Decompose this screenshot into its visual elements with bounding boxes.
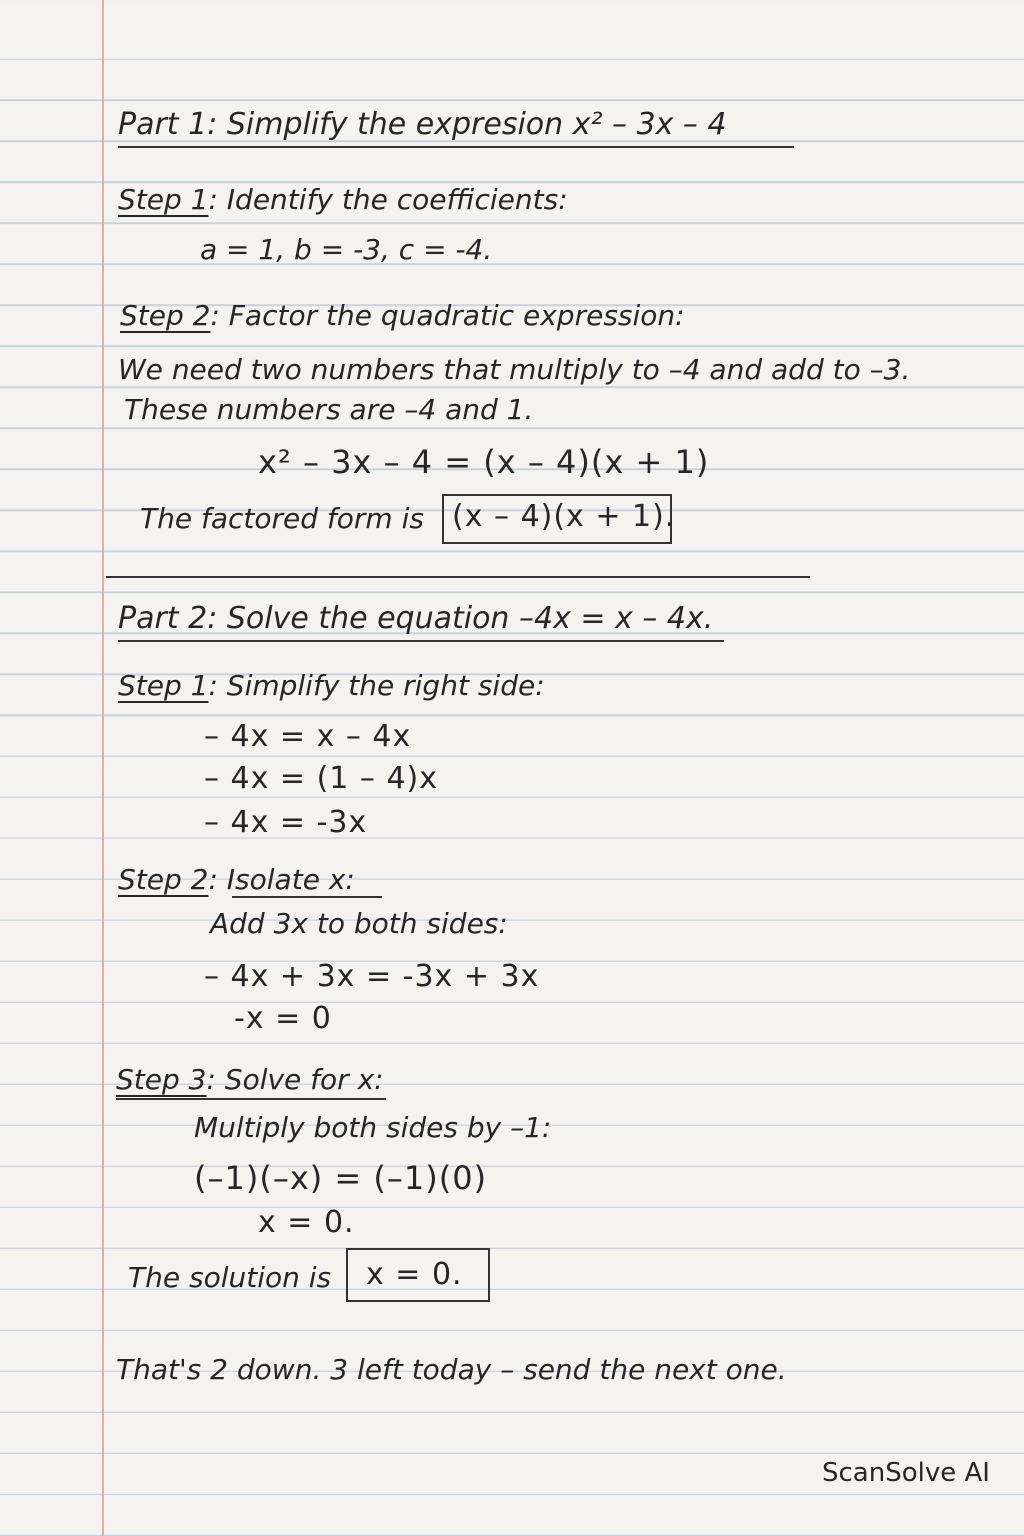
simplify-line-2: – 4x = (1 – 4)x: [204, 761, 438, 796]
part1-step1-heading: [118, 183, 568, 216]
solve-line-2: x = 0.: [258, 1205, 355, 1240]
closing-message: That's 2 down. 3 left today – send the next one.: [116, 1353, 787, 1386]
isolate-line-2: -x = 0: [234, 1001, 332, 1036]
simplify-line-3: – 4x = -3x: [204, 805, 368, 840]
solve-underline: [116, 1098, 386, 1100]
simplify-line-1: – 4x = x – 4x: [204, 719, 412, 754]
step-heading-text: : Identify the coefficients:: [208, 183, 568, 216]
step-heading-text: : Simplify the right side:: [208, 669, 545, 702]
coefficients-line: a = 1, b = -3, c = -4.: [200, 233, 493, 266]
factored-equation: x² – 3x – 4 = (x – 4)(x + 1): [258, 443, 710, 481]
step-label: Step 1: [118, 183, 209, 216]
solve-line-1: (–1)(–x) = (–1)(0): [194, 1159, 488, 1197]
part1-title-underline: [118, 146, 794, 148]
factor-explanation-line: We need two numbers that multiply to –4 and add to –3.: [118, 353, 911, 386]
part1-step2-heading: [120, 299, 685, 332]
step-heading-text: : Solve for x:: [206, 1063, 384, 1096]
step-label: Step 2: [118, 863, 209, 896]
step-label: Step 2: [120, 299, 211, 332]
solve-note: Multiply both sides by –1:: [194, 1111, 552, 1144]
part1-title: Part 1: Simplify the expresion x² – 3x – 4: [118, 107, 727, 142]
part2-step3-heading: [116, 1063, 384, 1096]
step-heading-text: : Isolate x:: [208, 863, 355, 896]
step-label: Step 1: [118, 669, 209, 702]
isolate-line-1: – 4x + 3x = -3x + 3x: [204, 959, 540, 994]
section-divider: [106, 576, 810, 578]
isolate-underline: [232, 896, 382, 898]
isolate-note: Add 3x to both sides:: [210, 907, 508, 940]
page-margin-line: [102, 0, 104, 1536]
solution-label: The solution is: [128, 1261, 332, 1294]
part2-title: Part 2: Solve the equation –4x = x – 4x.: [118, 601, 714, 636]
step-heading-text: : Factor the quadratic expression:: [210, 299, 685, 332]
factor-numbers-line: These numbers are –4 and 1.: [124, 393, 534, 426]
step-label: Step 3: [116, 1063, 207, 1096]
part2-title-underline: [118, 640, 724, 642]
factored-form-answer: (x – 4)(x + 1).: [452, 499, 676, 534]
part2-step2-heading: [118, 863, 355, 896]
watermark: ScanSolve AI: [822, 1458, 990, 1488]
part2-step1-heading: [118, 669, 545, 702]
solution-answer: x = 0.: [366, 1257, 463, 1292]
factored-form-label: The factored form is: [140, 502, 424, 535]
